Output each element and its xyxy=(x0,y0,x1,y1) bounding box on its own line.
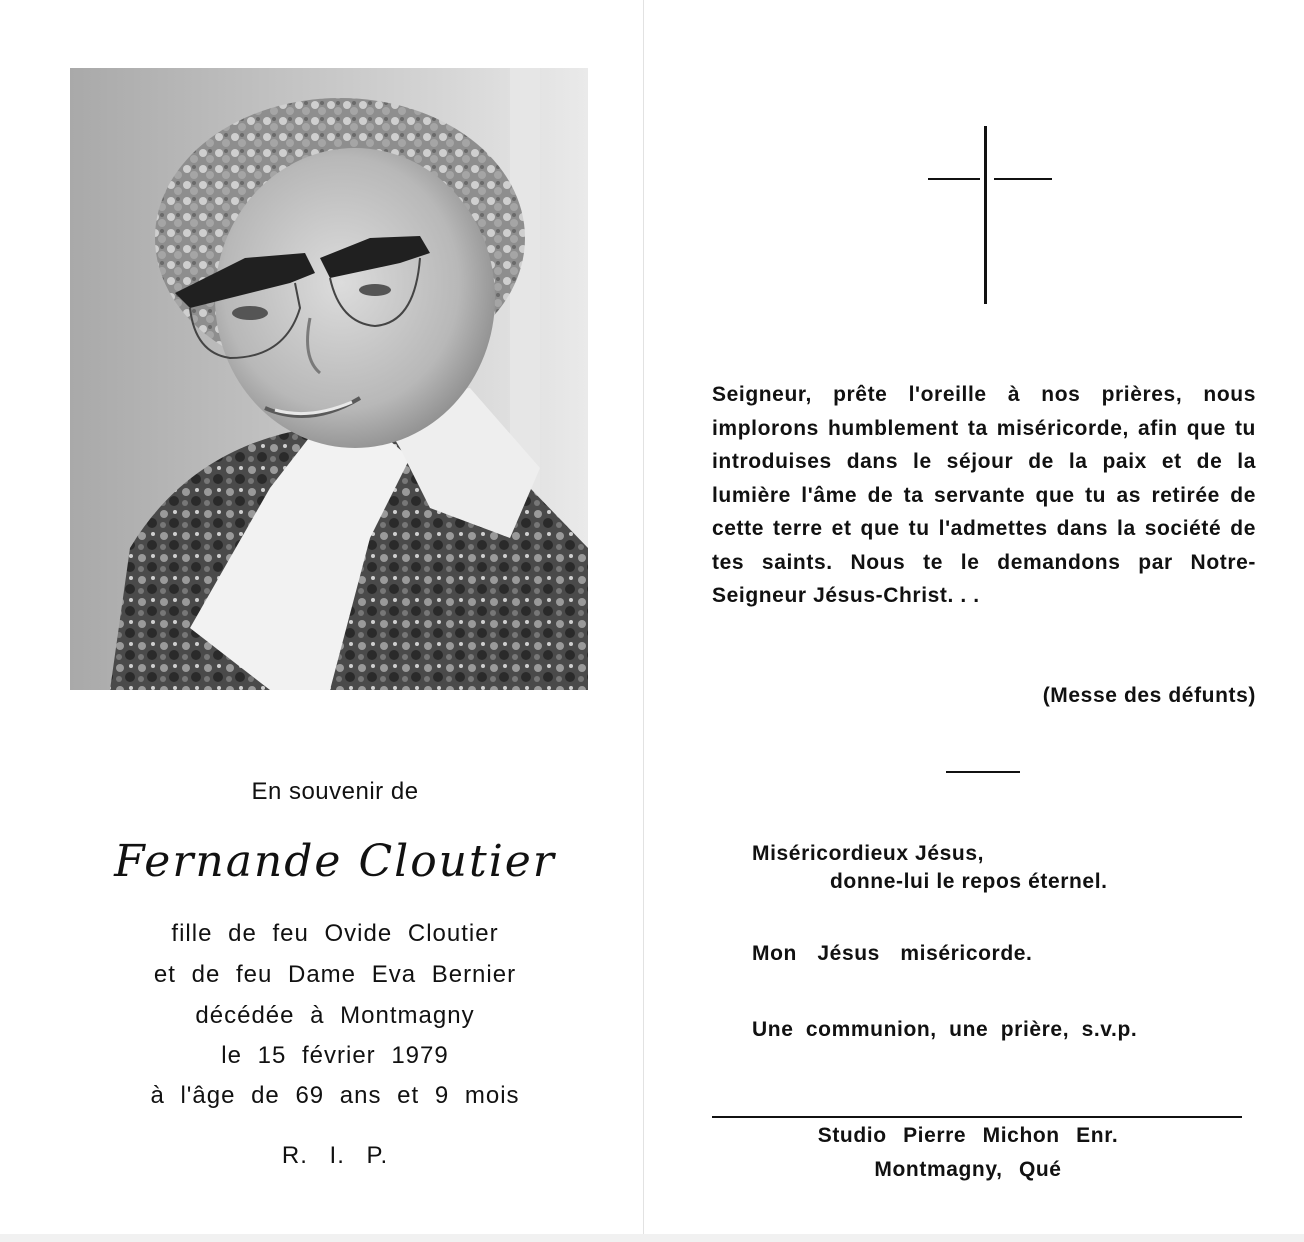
prayer-source: (Messe des défunts) xyxy=(1042,684,1256,707)
invocation-line-3: Mon Jésus miséricorde. xyxy=(752,942,1033,965)
portrait-photo xyxy=(70,68,588,690)
prayer-text: Seigneur, prête l'oreille à nos prières, nous implorons humblement ta miséricorde, afin que tu introduises dans le séjour de la paix et de la lumière l'âme de ta servante que tu as retirée de cette terre et que tu l'admettes dans la société de tes saints. Nous te le demandons par Notre-Seigneur Jésus-Christ. . . xyxy=(712,383,1256,607)
separator-rule xyxy=(946,771,1020,773)
rip-line: R. I. P. xyxy=(281,1142,389,1169)
scan-edge xyxy=(0,1234,1304,1242)
death-date-line: le 15 février 1979 xyxy=(221,1042,449,1069)
studio-name: Studio Pierre Michon Enr. xyxy=(817,1124,1119,1147)
invocation-line-1: Miséricordieux Jésus, xyxy=(752,842,985,865)
deceased-name: Fernande Cloutier xyxy=(114,836,556,887)
cross-icon xyxy=(928,126,1054,304)
parent-mother-line: et de feu Dame Eva Bernier xyxy=(153,961,517,988)
age-line: à l'âge de 69 ans et 9 mois xyxy=(150,1082,520,1109)
parent-father-line: fille de feu Ovide Cloutier xyxy=(171,920,499,947)
invocation-line-2: donne-lui le repos éternel. xyxy=(830,870,1108,893)
souvenir-heading: En souvenir de xyxy=(251,778,419,805)
fold-divider xyxy=(643,0,644,1242)
death-place-line: décédée à Montmagny xyxy=(195,1002,475,1029)
studio-location: Montmagny, Qué xyxy=(874,1158,1062,1181)
invocation-line-4: Une communion, une prière, s.v.p. xyxy=(752,1018,1138,1041)
footer-rule xyxy=(712,1116,1242,1118)
